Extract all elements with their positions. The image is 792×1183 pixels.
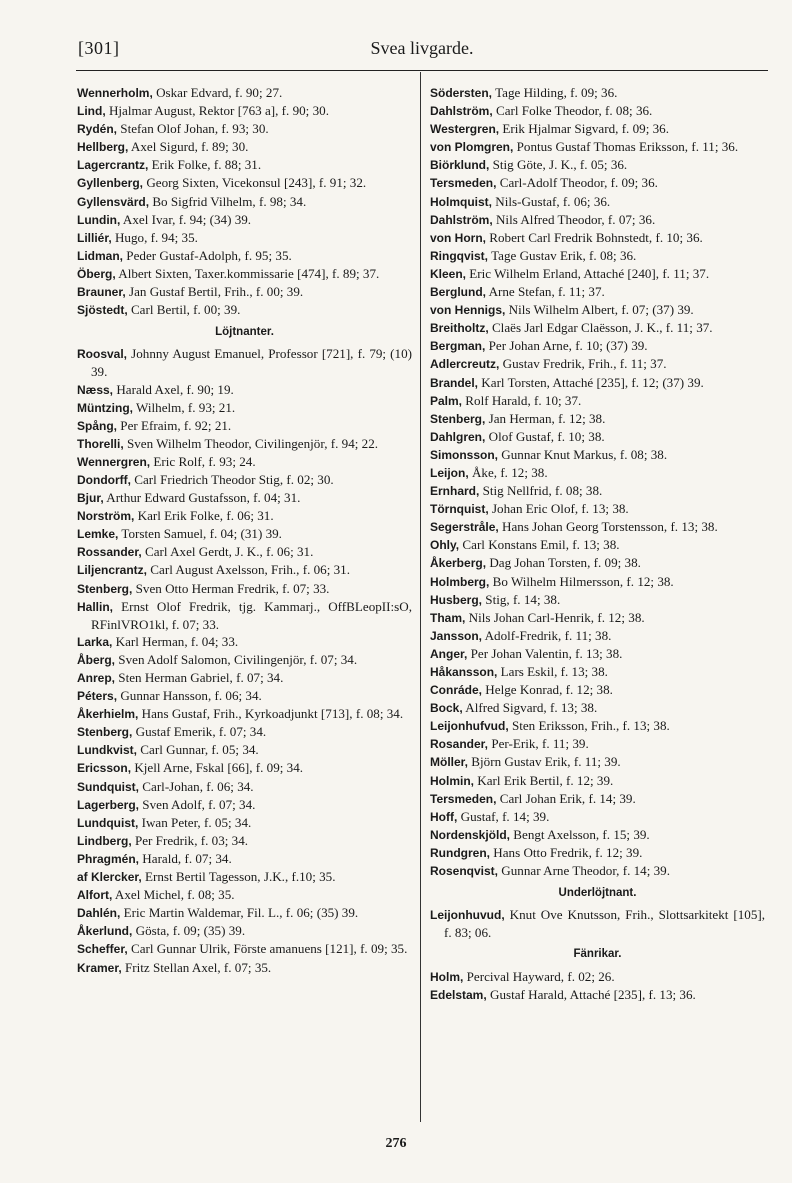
folio-number: 276 (385, 1136, 407, 1151)
entry-details: Karl Herman, f. 04; 33. (115, 633, 239, 649)
entry-details: Erik Hjalmar Sigvard, f. 09; 36. (502, 121, 669, 137)
entry-surname: Jansson, (430, 628, 483, 643)
entry-surname: Rydén, (77, 122, 118, 137)
entry-details: Gunnar Hansson, f. 06; 34. (120, 688, 262, 704)
section-heading: Löjtnanter. (215, 326, 274, 339)
roster-entry (430, 609, 765, 627)
entry-details: Johan Eric Olof, f. 13; 38. (491, 501, 629, 517)
entry-surname: von Horn, (430, 230, 486, 245)
entry-details: Sten Eriksson, Frih., f. 13; 38. (511, 718, 670, 734)
roster-entry (430, 573, 765, 591)
entry-surname: Westergren, (430, 122, 500, 137)
roster-entry (77, 193, 412, 211)
entry-details: Karl Erik Folke, f. 06; 31. (137, 508, 274, 524)
section-heading: Fänrikar. (573, 948, 622, 961)
roster-entry (430, 211, 765, 229)
entry-details: Nils Wilhelm Albert, f. 07; (37) 39. (508, 302, 694, 318)
right-column (430, 84, 765, 1004)
entry-surname: Möller, (430, 755, 469, 770)
entry-surname: Åkerlund, (77, 924, 133, 939)
entry-surname: Berglund, (430, 285, 486, 300)
entry-details: Carl Johan Erik, f. 14; 39. (499, 790, 636, 806)
roster-entry (77, 471, 412, 489)
roster-entry (77, 84, 412, 102)
roster-entry (77, 741, 412, 759)
roster-entry (77, 705, 412, 723)
entry-surname: Bjur, (77, 491, 104, 506)
entry-details: Bo Sigfrid Vilhelm, f. 98; 34. (152, 193, 307, 209)
entry-surname: Lundquist, (77, 815, 139, 830)
entry-details: Johnny August Emanuel, Professor [721], f. 79; (10) 39. (91, 346, 412, 380)
entry-details: Carl-Adolf Theodor, f. 09; 36. (499, 175, 658, 191)
entry-details: Karl Torsten, Attaché [235], f. 12; (37) 39. (481, 374, 704, 390)
entry-surname: Öberg, (77, 266, 116, 281)
entry-details: Per Johan Arne, f. 10; (37) 39. (488, 338, 648, 354)
entry-details: Jan Gustaf Bertil, Frih., f. 00; 39. (128, 284, 304, 300)
entry-details: Hans Johan Georg Torstensson, f. 13; 38. (502, 519, 718, 535)
roster-entry (430, 428, 765, 446)
entry-surname: Törnquist, (430, 502, 489, 517)
entry-surname: Kleen, (430, 266, 467, 281)
entry-details: Åke, f. 12; 38. (471, 464, 548, 480)
entry-details: Karl Erik Bertil, f. 12; 39. (477, 772, 614, 788)
roster-entry (77, 796, 412, 814)
roster-entry (430, 826, 765, 844)
entry-details: Eric Rolf, f. 93; 24. (153, 453, 256, 469)
entry-details: Per Johan Valentin, f. 13; 38. (470, 645, 623, 661)
roster-entry (77, 904, 412, 922)
entry-details: Per Efraim, f. 92; 21. (120, 417, 232, 433)
roster-entry (430, 790, 765, 808)
roster-entry (430, 968, 765, 986)
entry-surname: Thorelli, (77, 436, 124, 451)
entry-surname: Holmberg, (430, 574, 490, 589)
entry-details: Carl Bertil, f. 00; 39. (130, 302, 241, 318)
entry-details: Nils-Gustaf, f. 06; 36. (495, 193, 611, 209)
roster-entry (430, 84, 765, 102)
roster-entry (430, 193, 765, 211)
entry-surname: Rosander, (430, 737, 489, 752)
roster-entry (430, 500, 765, 518)
roster-entry (77, 814, 412, 832)
roster-entry (77, 598, 412, 633)
roster-entry (77, 453, 412, 471)
entry-details: Claës Jarl Edgar Claësson, J. K., f. 11; 37. (491, 320, 713, 336)
entry-details: Carl Gunnar, f. 05; 34. (140, 742, 259, 758)
page-title: Svea livgarde. (370, 38, 474, 58)
roster-entry (430, 681, 765, 699)
entry-surname: Péters, (77, 689, 118, 704)
entry-surname: Liljencrantz, (77, 563, 148, 578)
entry-surname: Leijonhuvud, (430, 908, 505, 923)
roster-entry (430, 753, 765, 771)
entry-surname: Wennergren, (77, 454, 151, 469)
roster-entry (77, 345, 412, 380)
entry-details: Bo Wilhelm Hilmersson, f. 12; 38. (492, 573, 674, 589)
entry-details: Gustaf Emerik, f. 07; 34. (135, 724, 267, 740)
entry-details: Fritz Stellan Axel, f. 07; 35. (124, 959, 272, 975)
roster-entry (430, 247, 765, 265)
entry-details: Carl Gunnar Ulrik, Förste amanuens [121], f. 09; 35. (130, 941, 408, 957)
entry-details: Harald Axel, f. 90; 19. (116, 381, 234, 397)
entry-surname: Rossander, (77, 545, 142, 560)
entry-details: Dag Johan Torsten, f. 09; 38. (489, 555, 641, 571)
entry-details: Pontus Gustaf Thomas Eriksson, f. 11; 36. (516, 139, 739, 155)
entry-surname: Leijon, (430, 465, 469, 480)
roster-entry (430, 518, 765, 536)
roster-entry (77, 561, 412, 579)
entry-details: Björn Gustav Erik, f. 11; 39. (471, 754, 621, 770)
roster-entry (77, 120, 412, 138)
entry-surname: Lindberg, (77, 833, 132, 848)
roster-entry (430, 355, 765, 373)
entry-surname: Håkansson, (430, 665, 498, 679)
entry-surname: Bock, (430, 701, 463, 716)
entry-details: Sven Adolf Salomon, Civilingenjör, f. 07; 34. (118, 651, 358, 667)
roster-entry (430, 862, 765, 880)
entry-details: Stig Göte, J. K., f. 05; 36. (492, 157, 628, 173)
roster-entry (430, 986, 765, 1004)
entry-surname: Lind, (77, 104, 106, 119)
entry-details: Axel Sigurd, f. 89; 30. (130, 139, 249, 155)
roster-entry (77, 868, 412, 886)
entry-surname: Dahlström, (430, 104, 493, 119)
entry-details: Nils Johan Carl-Henrik, f. 12; 38. (468, 609, 645, 625)
roster-entry (77, 211, 412, 229)
entry-surname: Edelstam, (430, 987, 487, 1002)
entry-details: Torsten Samuel, f. 04; (31) 39. (121, 526, 282, 542)
entry-surname: Hoff, (430, 809, 458, 824)
entry-surname: Lemke, (77, 527, 119, 542)
entry-surname: Rundgren, (430, 845, 490, 860)
roster-entry (430, 663, 765, 681)
entry-surname: Leijonhufvud, (430, 719, 509, 734)
entry-details: Bengt Axelsson, f. 15; 39. (513, 826, 650, 842)
roster-entry (77, 886, 412, 904)
roster-entry (77, 832, 412, 850)
entry-details: Eric Martin Waldemar, Fil. L., f. 06; (35) 39. (123, 905, 359, 921)
roster-entry (77, 669, 412, 687)
entry-surname: Anrep, (77, 671, 116, 685)
roster-entry (77, 850, 412, 868)
entry-details: Adolf-Fredrik, f. 11; 38. (484, 627, 612, 643)
entry-details: Carl Friedrich Theodor Stig, f. 02; 30. (134, 471, 334, 487)
entry-surname: Södersten, (430, 86, 493, 100)
entry-surname: Hellberg, (77, 140, 129, 155)
entry-details: Hjalmar August, Rektor [763 a], f. 90; 30. (108, 103, 329, 119)
entry-surname: Lundkvist, (77, 743, 138, 758)
roster-entry (430, 844, 765, 862)
entry-details: Gösta, f. 09; (35) 39. (135, 923, 246, 939)
entry-surname: von Hennigs, (430, 303, 506, 318)
roster-entry (430, 174, 765, 192)
entry-surname: Dondorff, (77, 472, 131, 487)
roster-entry (77, 435, 412, 453)
roster-entry (430, 319, 765, 337)
entry-details: Gustaf, f. 14; 39. (460, 808, 550, 824)
roster-entry (430, 410, 765, 428)
roster-entry (77, 489, 412, 507)
column-divider (420, 72, 421, 1122)
entry-surname: Ringqvist, (430, 248, 489, 263)
entry-surname: Ernhard, (430, 484, 480, 499)
roster-entry (77, 265, 412, 283)
entry-details: Olof Gustaf, f. 10; 38. (488, 428, 605, 444)
roster-entry (430, 717, 765, 735)
roster-entry (77, 507, 412, 525)
entry-surname: Scheffer, (77, 942, 128, 957)
roster-entry (430, 374, 765, 392)
entry-details: Sven Otto Herman Fredrik, f. 07; 33. (135, 580, 330, 596)
entry-details: Percival Hayward, f. 02; 26. (466, 968, 615, 984)
entry-surname: Næss, (77, 382, 114, 397)
entry-surname: Gyllenberg, (77, 176, 144, 191)
roster-entry (430, 265, 765, 283)
roster-entry (430, 301, 765, 319)
entry-surname: Hallin, (77, 599, 114, 614)
entry-details: Robert Carl Fredrik Bohnstedt, f. 10; 36. (489, 229, 703, 245)
roster-entry (77, 156, 412, 174)
entry-surname: Lagerberg, (77, 797, 140, 812)
roster-entry (430, 906, 765, 941)
entry-details: Sven Wilhelm Theodor, Civilingenjör, f. 94; 22. (126, 435, 379, 451)
roster-entry (430, 156, 765, 174)
entry-details: Stig, f. 14; 38. (485, 591, 561, 607)
roster-entry (430, 699, 765, 717)
roster-entry (77, 543, 412, 561)
entry-surname: Stenberg, (430, 411, 486, 426)
entry-details: Gustaf Harald, Attaché [235], f. 13; 36. (489, 986, 696, 1002)
entry-details: Carl Folke Theodor, f. 08; 36. (495, 103, 653, 119)
entry-surname: Holmin, (430, 773, 474, 788)
entry-details: Knut Ove Knutsson, Frih., Slottsarkitekt [105], f. 83; 06. (444, 907, 766, 941)
entry-surname: Adlercreutz, (430, 357, 500, 372)
entry-details: Axel Ivar, f. 94; (34) 39. (122, 211, 252, 227)
entry-surname: Åkerberg, (430, 556, 487, 571)
entry-surname: Rosenqvist, (430, 864, 499, 879)
entry-surname: Larka, (77, 634, 113, 649)
roster-entry (77, 723, 412, 741)
entry-surname: Spång, (77, 418, 118, 433)
entry-surname: Lundin, (77, 212, 121, 227)
entry-surname: Lilliér, (77, 230, 112, 245)
entry-details: Sten Herman Gabriel, f. 07; 34. (118, 670, 284, 685)
roster-entry (77, 229, 412, 247)
entry-surname: Breitholtz, (430, 321, 489, 336)
entry-surname: Åberg, (77, 652, 116, 667)
entry-surname: Norström, (77, 509, 135, 524)
roster-entry (430, 536, 765, 554)
entry-surname: Lagercrantz, (77, 158, 149, 173)
entry-details: Gustav Fredrik, Frih., f. 11; 37. (502, 356, 667, 372)
roster-entry (430, 554, 765, 572)
roster-entry (430, 464, 765, 482)
roster-entry (77, 687, 412, 705)
roster-entry (77, 633, 412, 651)
entry-surname: Stenberg, (77, 725, 133, 740)
roster-entry (430, 392, 765, 410)
roster-entry (430, 645, 765, 663)
roster-entry (430, 627, 765, 645)
entry-details: Carl Konstans Emil, f. 13; 38. (462, 537, 620, 553)
entry-details: Nils Alfred Theodor, f. 07; 36. (495, 211, 656, 227)
entry-details: Per Fredrik, f. 03; 34. (134, 832, 249, 848)
entry-details: Gunnar Knut Markus, f. 08; 38. (501, 446, 668, 462)
roster-entry (77, 580, 412, 598)
page-number: [301] (78, 38, 120, 58)
roster-entry (77, 922, 412, 940)
entry-surname: Gyllensvärd, (77, 194, 150, 209)
entry-surname: Bergman, (430, 339, 486, 354)
entry-details: Lars Eskil, f. 13; 38. (500, 664, 608, 679)
roster-entry (430, 735, 765, 753)
entry-details: Hans Gustaf, Frih., Kyrkoadjunkt [713], f. 08; 34. (141, 706, 404, 722)
entry-details: Kjell Arne, Fskal [66], f. 09; 34. (134, 760, 304, 776)
entry-details: Erik Folke, f. 88; 31. (151, 157, 262, 173)
entry-details: Hugo, f. 94; 35. (114, 229, 198, 245)
entry-surname: Roosval, (77, 347, 128, 362)
entry-surname: Biörklund, (430, 158, 490, 173)
roster-entry (77, 247, 412, 265)
entry-details: Harald, f. 07; 34. (142, 850, 232, 866)
entry-surname: Kramer, (77, 960, 122, 975)
entry-surname: Phragmén, (77, 851, 140, 866)
roster-entry (430, 772, 765, 790)
entry-surname: Ericsson, (77, 761, 132, 776)
entry-surname: Nordenskjöld, (430, 827, 511, 842)
roster-entry (430, 102, 765, 120)
entry-details: Tage Gustav Erik, f. 08; 36. (491, 247, 637, 263)
roster-entry (430, 229, 765, 247)
entry-surname: Sundquist, (77, 779, 139, 794)
roster-entry (430, 283, 765, 301)
entry-details: Sven Adolf, f. 07; 34. (142, 796, 256, 812)
entry-details: Oskar Edvard, f. 90; 27. (156, 85, 283, 100)
entry-details: Gunnar Arne Theodor, f. 14; 39. (501, 863, 670, 879)
entry-details: Hans Otto Fredrik, f. 12; 39. (493, 844, 643, 860)
entry-surname: Wennerholm, (77, 86, 153, 100)
roster-entry (77, 417, 412, 435)
entry-details: Rolf Harald, f. 10; 37. (465, 392, 582, 408)
roster-entry (430, 120, 765, 138)
entry-surname: Stenberg, (77, 581, 133, 596)
roster-entry (430, 591, 765, 609)
roster-entry (77, 778, 412, 796)
entry-details: Ernst Bertil Tagesson, J.K., f.10; 35. (145, 869, 336, 885)
entry-details: Ernst Olof Fredrik, tjg. Kammarj., OffBLeopII:sO, RFinlVRO1kl, f. 07; 33. (91, 598, 412, 632)
roster-entry (430, 138, 765, 156)
section-heading: Underlöjtnant. (558, 887, 637, 900)
entry-surname: Holmquist, (430, 194, 492, 209)
entry-surname: Brandel, (430, 375, 479, 390)
entry-details: Axel Michel, f. 08; 35. (114, 887, 235, 903)
entry-surname: Husberg, (430, 592, 483, 607)
entry-details: Helge Konrad, f. 12; 38. (485, 682, 613, 698)
entry-surname: Simonsson, (430, 447, 499, 462)
roster-entry (77, 525, 412, 543)
entry-details: Wilhelm, f. 93; 21. (136, 399, 236, 415)
roster-entry (77, 102, 412, 120)
entry-details: Arne Stefan, f. 11; 37. (488, 284, 605, 300)
page-header (78, 38, 766, 66)
entry-surname: Müntzing, (77, 400, 133, 415)
roster-entry (430, 482, 765, 500)
roster-entry (77, 174, 412, 192)
roster-entry (430, 446, 765, 464)
entry-surname: af Klercker, (77, 870, 142, 885)
entry-details: Iwan Peter, f. 05; 34. (141, 814, 252, 830)
entry-surname: von Plomgren, (430, 140, 514, 155)
entry-surname: Dahlén, (77, 906, 121, 921)
entry-surname: Anger, (430, 646, 468, 661)
entry-surname: Åkerhielm, (77, 707, 139, 722)
roster-entry (77, 381, 412, 399)
entry-surname: Alfort, (77, 888, 113, 903)
entry-surname: Brauner, (77, 285, 126, 300)
entry-surname: Tersmeden, (430, 176, 497, 191)
entry-surname: Dahlgren, (430, 429, 486, 444)
entry-surname: Lidman, (77, 248, 124, 263)
entry-details: Stefan Olof Johan, f. 93; 30. (120, 121, 269, 137)
roster-entry (430, 337, 765, 355)
entry-surname: Holm, (430, 969, 464, 984)
entry-surname: Segerstråle, (430, 520, 499, 535)
roster-entry (77, 940, 412, 958)
entry-surname: Palm, (430, 393, 463, 408)
roster-entry (77, 651, 412, 669)
entry-details: Alfred Sigvard, f. 13; 38. (465, 700, 598, 716)
entry-details: Jan Herman, f. 12; 38. (488, 410, 606, 426)
entry-details: Carl August Axelsson, Frih., f. 06; 31. (150, 562, 350, 578)
entry-details: Carl Axel Gerdt, J. K., f. 06; 31. (144, 544, 314, 560)
entry-details: Stig Nellfrid, f. 08; 38. (482, 483, 603, 499)
entry-surname: Tersmeden, (430, 791, 497, 806)
entry-details: Eric Wilhelm Erland, Attaché [240], f. 11; 37. (469, 265, 710, 281)
entry-surname: Conráde, (430, 683, 483, 698)
entry-details: Albert Sixten, Taxer.kommissarie [474], f. 89; 37. (118, 265, 380, 281)
entry-surname: Sjöstedt, (77, 303, 128, 318)
roster-entry (77, 959, 412, 977)
roster-entry (430, 808, 765, 826)
entry-details: Peder Gustaf-Adolph, f. 95; 35. (126, 247, 292, 263)
entry-details: Georg Sixten, Vicekonsul [243], f. 91; 32. (146, 175, 367, 191)
entry-details: Arthur Edward Gustafsson, f. 04; 31. (106, 490, 301, 506)
entry-details: Carl-Johan, f. 06; 34. (142, 778, 254, 794)
roster-entry (77, 301, 412, 319)
roster-entry (77, 138, 412, 156)
roster-entry (77, 759, 412, 777)
header-rule (76, 70, 768, 71)
roster-entry (77, 283, 412, 301)
entry-surname: Tham, (430, 610, 466, 625)
entry-surname: Ohly, (430, 538, 460, 553)
left-column (77, 84, 412, 977)
entry-details: Per-Erik, f. 11; 39. (491, 736, 589, 752)
roster-entry (77, 399, 412, 417)
entry-details: Tage Hilding, f. 09; 36. (495, 85, 618, 100)
entry-surname: Dahlström, (430, 212, 493, 227)
